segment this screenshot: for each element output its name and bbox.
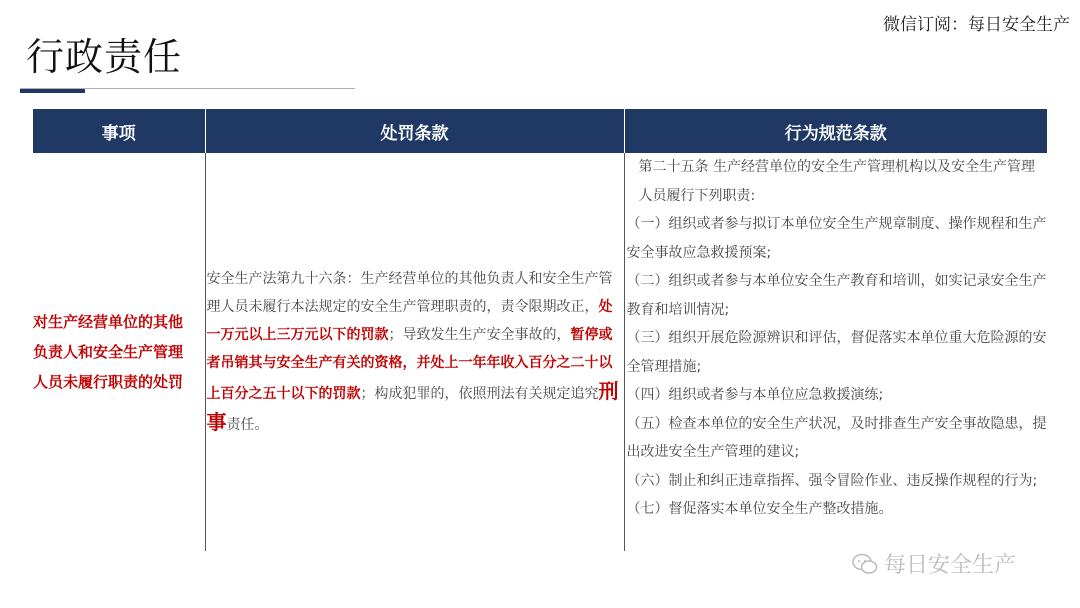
watermark-text: 每日安全生产 bbox=[884, 553, 1017, 578]
conduct-line: （七）督促落实本单位安全生产整改措施。 bbox=[626, 501, 893, 517]
conduct-cell bbox=[624, 153, 1047, 551]
conduct-line: （六）制止和纠正违章指挥、强令冒险作业、违反操作规程的行为; bbox=[626, 472, 1038, 489]
subscribe-text: 微信订阅：每日安全生产 bbox=[883, 15, 1070, 35]
penalty-text: 责任。 bbox=[226, 417, 269, 433]
conduct-line: （二）组织或者参与本单位安全生产教育和培训，如实记录安全生产教育和培训情况; bbox=[626, 273, 1047, 318]
wechat-icon bbox=[852, 553, 878, 575]
header-penalty: 处罚条款 bbox=[205, 109, 624, 153]
title-accent-bar bbox=[20, 89, 85, 93]
penalty-text: ；构成犯罪的，依照刑法有关规定追究 bbox=[360, 386, 599, 402]
header-item: 事项 bbox=[33, 109, 205, 153]
criminal-emphasis: 刑事 bbox=[206, 379, 619, 434]
conduct-line: （四）组织或者参与本单位应急救援演练; bbox=[626, 387, 884, 403]
watermark bbox=[852, 548, 1016, 579]
qualification-penalty: 暂停或者吊销其与安全生产有关的资格，并处上一年年收入百分之二十以上百分之五十以下的罚款 bbox=[206, 327, 613, 402]
penalty-cell bbox=[205, 153, 624, 551]
page-title: 行政责任 bbox=[26, 35, 183, 79]
table-row bbox=[33, 153, 1047, 551]
item-cell: 对生产经营单位的其他负责人和安全生产管理人员未履行职责的处罚 bbox=[33, 153, 205, 551]
fine-amount: 处一万元以上三万元以下的罚款 bbox=[206, 299, 613, 343]
header-conduct: 行为规范条款 bbox=[624, 109, 1047, 153]
penalty-text: ；导致发生生产安全事故的， bbox=[388, 327, 571, 343]
conduct-line: 第二十五条 生产经营单位的安全生产管理机构以及安全生产管理人员履行下列职责: bbox=[638, 159, 1035, 204]
conduct-line: （一）组织或者参与拟订本单位安全生产规章制度、操作规程和生产安全事故应急救援预案; bbox=[626, 216, 1047, 261]
table-header-row bbox=[33, 109, 1047, 153]
penalty-text: 安全生产法第九十六条：生产经营单位的其他负责人和安全生产管理人员未履行本法规定的安全生产管理职责的，责令限期改正， bbox=[206, 271, 613, 315]
conduct-line: （三）组织开展危险源辨识和评估，督促落实本单位重大危险源的安全管理措施; bbox=[626, 330, 1047, 375]
penalty-table bbox=[33, 109, 1047, 551]
conduct-line: （五）检查本单位的安全生产状况，及时排查生产安全事故隐患，提出改进安全生产管理的建议; bbox=[626, 415, 1047, 460]
